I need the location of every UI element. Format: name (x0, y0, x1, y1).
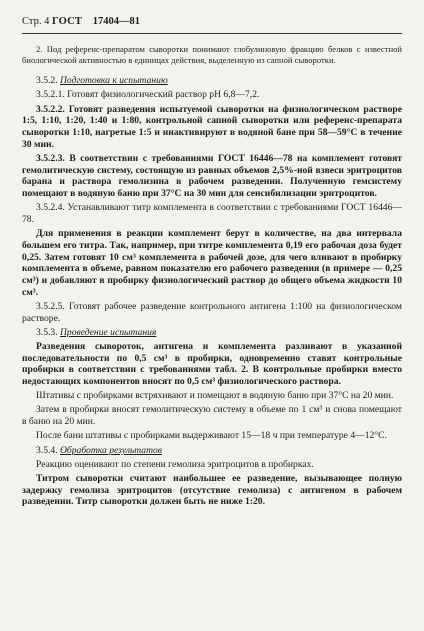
header-left (22, 16, 140, 27)
body-text (22, 75, 402, 508)
standard-label: ГОСТ (51, 16, 83, 27)
section-heading (22, 75, 402, 87)
page-header (22, 14, 402, 36)
section-heading (22, 327, 402, 339)
paragraph: 3.5.2.1. Готовят физиологический раствор pH 6,8—7,2. (36, 89, 260, 101)
paragraph: Разведения сывороток, антигена и комплемента разливают в указанной последовательности по 0,5 см³ в пробирки, одновременно ставят контрольные пробирки в соответствии с требованиями табл. 2. В контрольные пробирки вместо недостающих компонентов вносят по 0,5 см³ физиологического раствора. (22, 340, 402, 388)
paragraph: Для применения в реакции комплемент берут в количестве, на два интервала большем его титра. Так, например, при титре комплемента 0,19 его рабочая доза будет 0,25. Затем готовят 10 см³ комплемента в рабочей дозе, для чего вливают в пробирку комплемента в объеме, равном показателю его рабочего разведения (в примере — 0,25 см³) и добавляют в пробирку физиологический раствор до общего объема жидкости 10 см³. (22, 228, 402, 298)
section-number: 3.5.2. (36, 75, 58, 87)
paragraph: 3.5.2.2. Готовят разведения испытуемой сыворотки на физиологическом растворе 1:5, 1:10, 1:20, 1:40 и 1:80, контрольной сапной сыворотки или референс-препарата сыворотки 1:10, нагретые 1:5 и инактивируют в водяной бане при 58—59°С в течение 30 мин. (22, 103, 402, 150)
section-title: Проведение испытания (60, 326, 157, 338)
footnote: 2. Под референс-препаратом сыворотки понимают глобулиновую фракцию белков с известной биологической активностью в единицах действия, выделенную из сапной сыворотки. (22, 44, 402, 65)
paragraph: 3.5.2.3. В соответствии с требованиями ГОСТ 16446—78 на комплемент готовят гемолитическую систему, состоящую из равных объемов 2,5%-ной взвеси эритроцитов барана и раствора гемолизина в рабочем разведении. Полученную гемсистему помещают в водяную баню при 37°С на 30 мин для сенсибилизации эритроцитов. (22, 152, 402, 200)
paragraph: Реакцию оценивают по степени гемолиза эритроцитов в пробирках. (36, 458, 314, 470)
paragraph: После бани штативы с пробирками выдерживают 15—18 ч при температуре 4—12°С. (36, 430, 387, 442)
page-number: Стр. 4 (22, 16, 50, 27)
standard-number: 17404—81 (92, 16, 140, 27)
paragraph: 3.5.2.5. Готовят рабочее разведение контрольного антигена 1:100 на физиологическом растворе. (22, 300, 402, 324)
section-title: Подготовка к испытанию (60, 75, 168, 87)
paragraph: Титром сыворотки считают наибольшее ее разведение, вызывающее полную задержку гемолиза эритроцитов (отсутствие гемолиза) с антигеном в рабочем разведении. Титр сыворотки должен быть не ниже 1:20. (22, 472, 402, 508)
section-title: Обработка результатов (60, 444, 162, 456)
section-heading (22, 445, 402, 457)
paragraph: Штативы с пробирками встряхивают и помещают в водяную баню при 37°С на 20 мин. (36, 390, 394, 402)
paragraph: Затем в пробирки вносят гемолитическую систему в объеме по 1 см³ и снова помещают в баню на 20 мин. (22, 404, 402, 428)
paragraph: 3.5.2.4. Устанавливают титр комплемента в соответствии с требованиями ГОСТ 16446—78. (22, 202, 402, 225)
section-number: 3.5.4. (36, 444, 58, 456)
header-rule (22, 33, 402, 34)
section-number: 3.5.3. (36, 326, 58, 338)
